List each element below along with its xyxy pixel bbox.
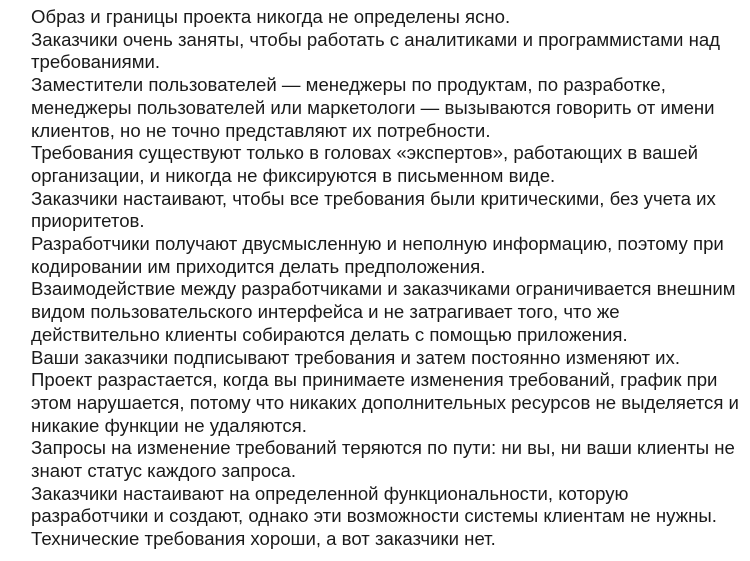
paragraph-scope-creep: Проект разрастается, когда вы принимаете изменения требований, график при этом нарушается, потому что никаких дополнительных ресурсов не выделяется и никакие функции не удаляются. <box>31 369 739 436</box>
paragraph-good-specs-no-customers: Технические требования хороши, а вот заказчики нет. <box>31 528 496 550</box>
paragraph-project-scope: Образ и границы проекта никогда не определены ясно. <box>31 6 511 27</box>
paragraph-busy-customers: Заказчики очень заняты, чтобы работать с аналитиками и программистами над требованиями. <box>31 28 721 73</box>
paragraph-expert-requirements: Требования существуют только в головах «экспертов», работающих в вашей организации, и никогда не фиксируются в письменном виде. <box>31 142 699 186</box>
paragraph-critical-requirements: Заказчики настаивают, чтобы все требования были критическими, без учета их приоритетов. <box>31 187 716 232</box>
paragraph-changing-requirements: Ваши заказчики подписывают требования и затем постоянно изменяют их. <box>31 346 681 368</box>
paragraph-lost-change-requests: Запросы на изменение требований теряются по пути: ни вы, ни ваши клиенты не знают статус каждого запроса. <box>31 437 735 482</box>
paragraph-user-surrogates: Заместители пользователей — менеджеры по продуктам, по разработке, менеджеры пользователей или маркетологи — вызываются говорить от имени клиентов, но не точно представляют их потребности. <box>31 74 715 141</box>
paragraph-ambiguous-info: Разработчики получают двусмысленную и неполную информацию, поэтому при кодировании им приходится делать предположения. <box>31 233 724 277</box>
paragraph-ui-interaction: Взаимодействие между разработчиками и заказчиками ограничивается внешним видом пользовательского интерфейса и не затрагивает того, что же действительно клиенты собираются делать с помощью приложения. <box>31 278 736 345</box>
document-body <box>31 6 743 551</box>
paragraph-unneeded-functionality: Заказчики настаивают на определенной функциональности, которую разработчики и создают, однако эти возможности системы клиентам не нужны. <box>31 482 717 527</box>
